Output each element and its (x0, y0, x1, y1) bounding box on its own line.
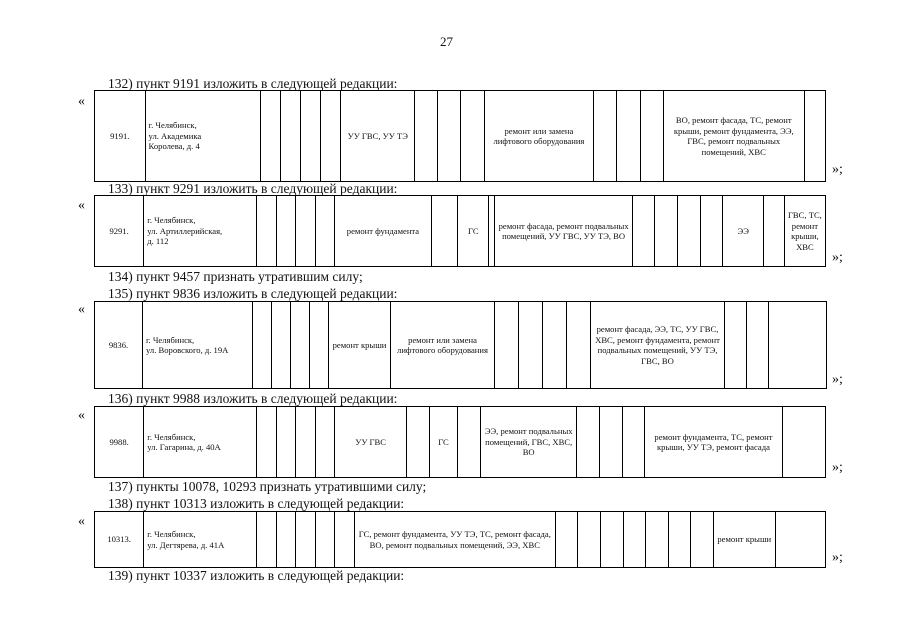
row-cell (782, 407, 825, 478)
item-heading-136: 136) пункт 9988 изложить в следующей редакции: (108, 391, 398, 406)
row-cell: ремонт или замена лифтового оборудования (484, 91, 594, 182)
row-cell (691, 512, 714, 568)
row-cell (261, 91, 281, 182)
row-cell (415, 91, 438, 182)
row-cell: УУ ГВС (335, 407, 407, 478)
row-cell (555, 512, 578, 568)
row-number: 10313. (95, 512, 144, 568)
row-cell (310, 302, 329, 389)
row-cell (296, 512, 316, 568)
row-cell (315, 512, 335, 568)
item-heading-133: 133) пункт 9291 изложить в следующей редакции: (108, 181, 398, 196)
row-cell (769, 302, 827, 389)
row-cell: ГС (458, 196, 489, 267)
quote-close: »; (832, 460, 843, 475)
row-cell (601, 512, 624, 568)
row-cell: ГС, ремонт фундамента, УУ ТЭ, ТС, ремонт фасада, ВО, ремонт подвальных помещений, ЭЭ, ХВС (354, 512, 555, 568)
item-heading-135: 135) пункт 9836 изложить в следующей редакции: (108, 286, 398, 301)
item-heading-138: 138) пункт 10313 изложить в следующей редакции: (108, 496, 405, 511)
row-cell (257, 196, 277, 267)
row-cell (407, 407, 430, 478)
row-cell (438, 91, 461, 182)
row-cell (431, 196, 458, 267)
row-cell: ремонт фундамента, ТС, ремонт крыши, УУ ТЭ, ремонт фасада (645, 407, 783, 478)
row-cell (594, 91, 617, 182)
row-cell: УУ ГВС, УУ ТЭ (341, 91, 415, 182)
row-cell: ВО, ремонт фасада, ТС, ремонт крыши, ремонт фундамента, ЭЭ, ГВС, ремонт подвальных помещений, ХВС (663, 91, 804, 182)
row-cell (622, 407, 645, 478)
row-address: г. Челябинск, ул. Воровского, д. 19А (143, 302, 253, 389)
row-cell (700, 196, 723, 267)
row-number: 9291. (95, 196, 144, 267)
row-number: 9191. (95, 91, 146, 182)
row-cell (577, 407, 600, 478)
row-number: 9836. (95, 302, 143, 389)
row-cell (775, 512, 825, 568)
row-cell (725, 302, 747, 389)
row-cell (272, 302, 291, 389)
row-cell (804, 91, 825, 182)
item-heading-134: 134) пункт 9457 признать утратившим силу; (108, 269, 363, 284)
table-row (94, 406, 826, 478)
row-cell: ЭЭ, ремонт подвальных помещений, ГВС, ХВС, ВО (480, 407, 577, 478)
row-cell (543, 302, 567, 389)
row-cell: ремонт или замена лифтового оборудования (391, 302, 495, 389)
page-number: 27 (440, 34, 453, 49)
row-cell: ремонт фасада, ЭЭ, ТС, УУ ГВС, ХВС, ремонт фундамента, ремонт подвальных помещений, УУ ТЭ, ГВС, ВО (591, 302, 725, 389)
item-heading-132: 132) пункт 9191 изложить в следующей редакции: (108, 76, 398, 91)
row-cell (617, 91, 640, 182)
row-cell (296, 407, 316, 478)
row-cell (321, 91, 341, 182)
row-cell (301, 91, 321, 182)
row-address: г. Челябинск, ул. Гагарина, д. 40А (144, 407, 257, 478)
row-number: 9988. (95, 407, 144, 478)
row-cell (276, 196, 296, 267)
row-cell (458, 407, 481, 478)
row-cell (315, 407, 335, 478)
row-cell (600, 407, 623, 478)
table-row (94, 301, 827, 389)
row-cell: ремонт крыши (329, 302, 391, 389)
row-cell (281, 91, 301, 182)
row-cell (257, 407, 277, 478)
row-address: г. Челябинск, ул. Дегтярева, д. 41А (144, 512, 257, 568)
quote-open: « (78, 408, 85, 423)
row-cell: ГС (429, 407, 458, 478)
row-cell (335, 512, 355, 568)
item-heading-139: 139) пункт 10337 изложить в следующей редакции: (108, 568, 405, 583)
row-address: г. Челябинск, ул. Артиллерийская, д. 112 (144, 196, 257, 267)
row-cell (296, 196, 316, 267)
row-cell (291, 302, 310, 389)
quote-close: »; (832, 372, 843, 387)
row-cell (253, 302, 272, 389)
row-cell (519, 302, 543, 389)
row-cell (315, 196, 335, 267)
quote-close: »; (832, 550, 843, 565)
row-cell (764, 196, 785, 267)
row-cell (276, 512, 296, 568)
row-cell (257, 512, 277, 568)
row-cell (276, 407, 296, 478)
row-cell (747, 302, 769, 389)
row-cell (578, 512, 601, 568)
row-cell: ремонт крыши (713, 512, 775, 568)
row-cell (632, 196, 655, 267)
row-cell: ремонт фундамента (335, 196, 432, 267)
row-cell (678, 196, 701, 267)
quote-open: « (78, 94, 85, 109)
row-cell (623, 512, 646, 568)
row-cell: ГВС, ТС, ремонт крыши, ХВС (784, 196, 825, 267)
row-cell: ЭЭ (723, 196, 764, 267)
table-row (94, 90, 826, 182)
row-cell (461, 91, 484, 182)
quote-close: »; (832, 162, 843, 177)
row-cell (646, 512, 669, 568)
row-cell (655, 196, 678, 267)
quote-close: »; (832, 250, 843, 265)
item-heading-137: 137) пункты 10078, 10293 признать утратившими силу; (108, 479, 427, 494)
row-cell (495, 302, 519, 389)
quote-open: « (78, 198, 85, 213)
row-cell (640, 91, 663, 182)
row-cell (567, 302, 591, 389)
quote-open: « (78, 302, 85, 317)
table-row (94, 195, 826, 267)
row-cell: ремонт фасада, ремонт подвальных помещений, УУ ГВС, УУ ТЭ, ВО (495, 196, 633, 267)
row-cell (668, 512, 691, 568)
table-row (94, 511, 826, 568)
quote-open: « (78, 514, 85, 529)
row-address: г. Челябинск, ул. Академика Королева, д. 4 (145, 91, 261, 182)
